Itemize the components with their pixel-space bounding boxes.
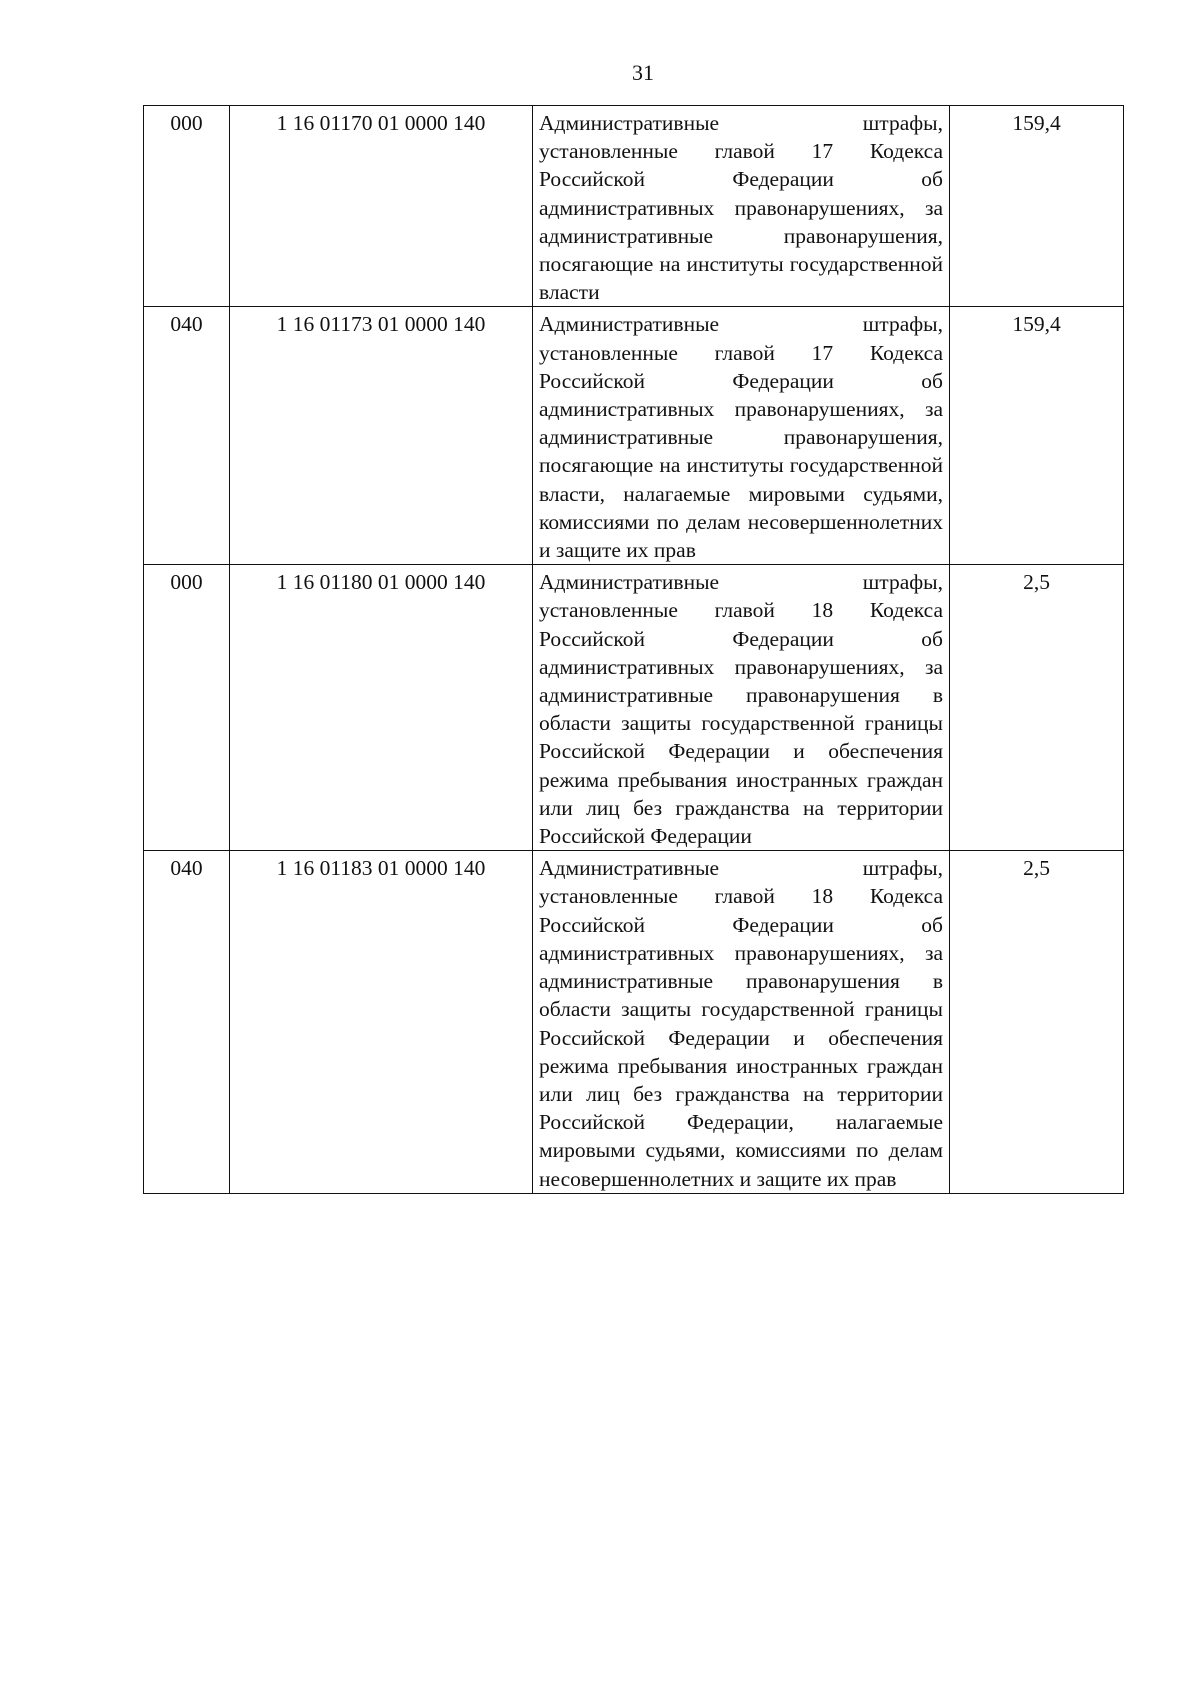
amount-cell: 2,5 bbox=[950, 565, 1124, 851]
admin-code-cell: 040 bbox=[144, 851, 230, 1193]
table-row bbox=[144, 565, 1124, 851]
table-row bbox=[144, 851, 1124, 1193]
kbk-code-cell: 1 16 01180 01 0000 140 bbox=[230, 565, 533, 851]
amount-cell: 159,4 bbox=[950, 106, 1124, 307]
admin-code-cell: 000 bbox=[144, 565, 230, 851]
revenue-name-cell: Административные штрафы, установленные главой 17 Кодекса Российской Федерации об административных правонарушениях, за административные правонарушения, посягающие на институты государственной власти, налагаемые мировыми судьями, комиссиями по делам несовершеннолетних и защите их прав bbox=[533, 307, 950, 565]
revenue-name-cell: Административные штрафы, установленные главой 18 Кодекса Российской Федерации об административных правонарушениях, за административные правонарушения в области защиты государственной границы Российской Федерации и обеспечения режима пребывания иностранных граждан или лиц без гражданства на территории Российской Федерации, налагаемые мировыми судьями, комиссиями по делам несовершеннолетних и защите их прав bbox=[533, 851, 950, 1193]
kbk-code-cell: 1 16 01170 01 0000 140 bbox=[230, 106, 533, 307]
page-number: 31 bbox=[632, 60, 654, 85]
amount-cell: 159,4 bbox=[950, 307, 1124, 565]
revenue-name-cell: Административные штрафы, установленные главой 18 Кодекса Российской Федерации об административных правонарушениях, за административные правонарушения в области защиты государственной границы Российской Федерации и обеспечения режима пребывания иностранных граждан или лиц без гражданства на территории Российской Федерации bbox=[533, 565, 950, 851]
admin-code-cell: 000 bbox=[144, 106, 230, 307]
amount-cell: 2,5 bbox=[950, 851, 1124, 1193]
table-row bbox=[144, 307, 1124, 565]
admin-code-cell: 040 bbox=[144, 307, 230, 565]
revenue-name-cell: Административные штрафы, установленные главой 17 Кодекса Российской Федерации об административных правонарушениях, за административные правонарушения, посягающие на институты государственной власти bbox=[533, 106, 950, 307]
kbk-code-cell: 1 16 01173 01 0000 140 bbox=[230, 307, 533, 565]
kbk-code-cell: 1 16 01183 01 0000 140 bbox=[230, 851, 533, 1193]
revenue-table bbox=[143, 105, 1124, 1194]
table-row bbox=[144, 106, 1124, 307]
